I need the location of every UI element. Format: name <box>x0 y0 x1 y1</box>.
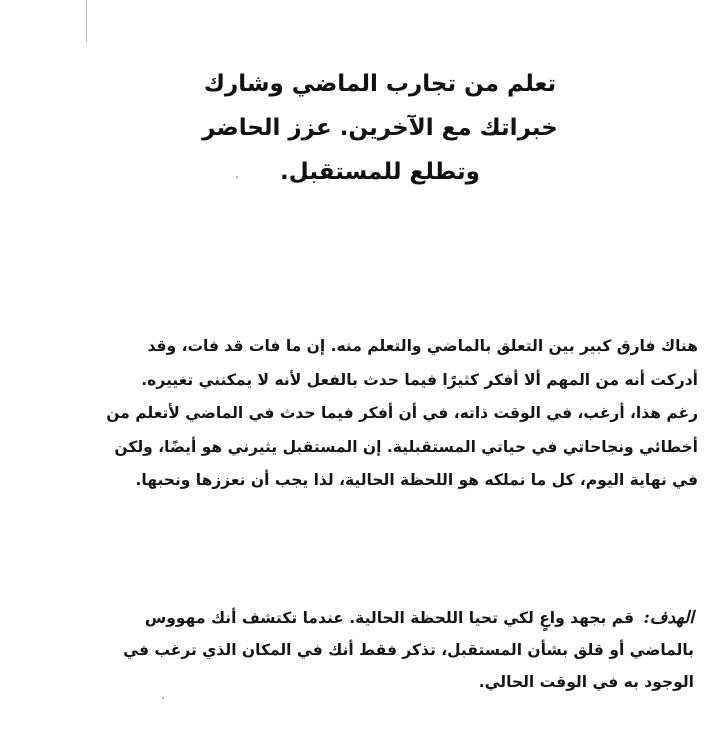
goal-label: الهدف: <box>643 608 694 628</box>
goal-line-3: الوجود به في الوقت الحالي. <box>478 673 694 691</box>
scan-speck <box>236 176 238 178</box>
body-line-1: هناك فارق كبير بين التعلق بالماضي والتعلم منه. إن ما فات قد فات، وقد <box>147 337 698 355</box>
goal-line-1-text: قم بجهد واعٍ لكي تحيا اللحظة الحالية. عندما تكتشف أنك مهووس <box>144 609 635 627</box>
scan-speck <box>162 697 164 699</box>
goal-line-1 <box>44 602 694 634</box>
heading-line-1: تعلم من تجارب الماضي وشارك <box>203 71 557 97</box>
body-line-5: في نهاية اليوم، كل ما نملكه هو اللحظة الحالية، لذا يجب أن نعززها ونحبها. <box>135 471 698 489</box>
body-line-4: أخطائي ونجاحاتي في حياتي المستقبلية. إن المستقبل يثيرني هو أيضًا، ولكن <box>114 437 698 456</box>
page-heading <box>120 62 640 194</box>
goal-paragraph <box>44 602 694 698</box>
goal-line-2: بالماضي أو قلق بشأن المستقبل، تذكر فقط أنك في المكان الذي ترغب في <box>123 641 694 659</box>
scan-edge-line <box>86 0 87 42</box>
body-paragraph <box>30 330 698 498</box>
heading-line-2: خبراتك مع الآخرين. عزز الحاضر <box>202 115 558 141</box>
body-line-2: أدركت أنه من المهم ألا أفكر كثيرًا فيما حدث بالفعل لأنه لا يمكنني تغييره. <box>141 370 698 389</box>
body-line-3: رغم هذا، أرغب، في الوقت ذاته، في أن أفكر فيما حدث في الماضي لأتعلم من <box>106 404 698 422</box>
heading-line-3: وتطلع للمستقبل. <box>280 159 480 185</box>
